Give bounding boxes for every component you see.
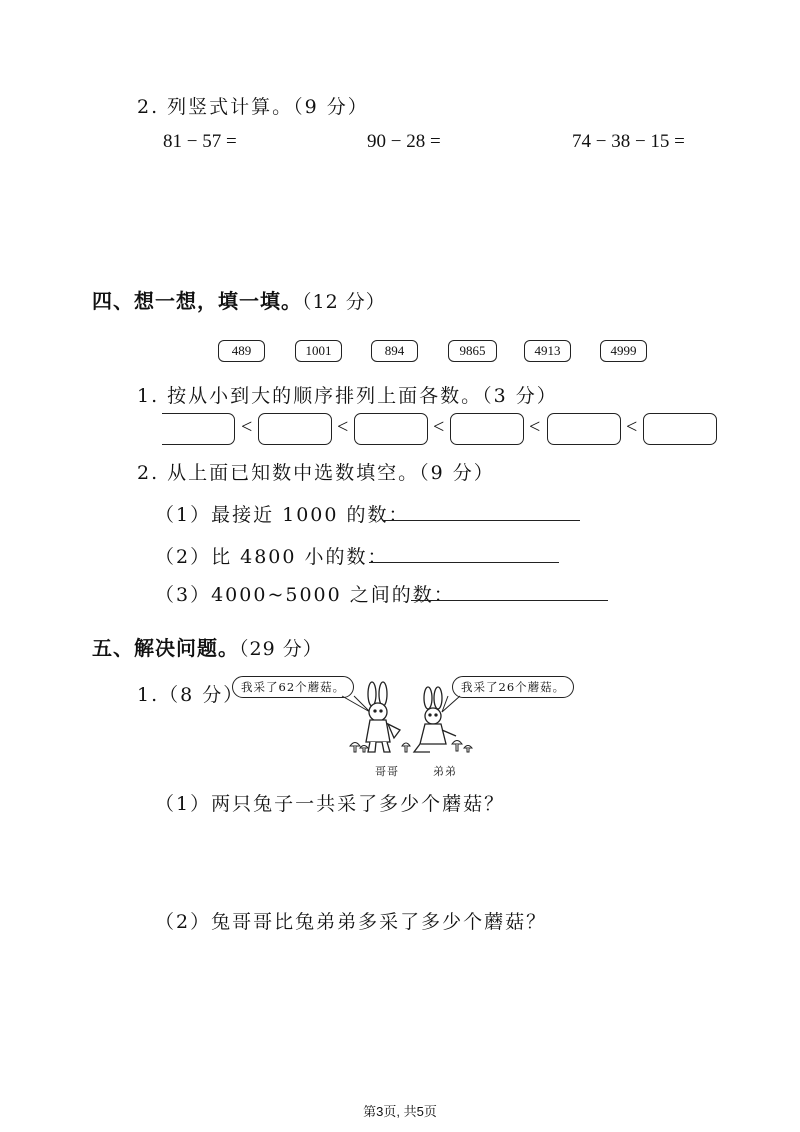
number-card-2: 1001	[295, 340, 342, 362]
answer-box-6[interactable]	[643, 413, 717, 445]
less-than-2: <	[337, 416, 349, 438]
speech-tail-left-icon	[342, 696, 370, 712]
answer-line-1[interactable]	[383, 520, 580, 521]
number-card-4: 9865	[448, 340, 497, 362]
section-5-q1-label: 1.（8 分）	[137, 684, 245, 706]
answer-line-2[interactable]	[369, 562, 559, 563]
answer-box-3[interactable]	[354, 413, 428, 445]
expression-2: 90 − 28 =	[367, 131, 441, 152]
answer-box-4[interactable]	[450, 413, 524, 445]
section-4-q2: 2. 从上面已知数中选数填空。（9 分）	[137, 462, 495, 484]
section-4-title: 四、想一想，填一填。	[92, 289, 302, 313]
fill-prompt-2: （2）比 4800 小的数：	[155, 546, 389, 568]
less-than-4: <	[529, 416, 541, 438]
speech-tail-right-icon	[442, 696, 460, 712]
number-card-1: 489	[218, 340, 265, 362]
speech-bubble-right: 我采了26个蘑菇。	[452, 676, 574, 698]
section-4-heading	[92, 285, 386, 314]
section-5-heading	[92, 632, 323, 661]
section-5-title: 五、解决问题。	[92, 636, 239, 660]
label-older-brother: 哥哥	[375, 765, 399, 778]
number-card-3: 894	[371, 340, 418, 362]
exercise-2-title: 2. 列竖式计算。（9 分）	[137, 96, 369, 118]
section-5-sub2: （2）兔哥哥比兔弟弟多采了多少个蘑菇？	[155, 911, 548, 933]
expression-1: 81 − 57 =	[163, 131, 237, 152]
number-card-6: 4999	[600, 340, 647, 362]
section-4-q1: 1. 按从小到大的顺序排列上面各数。（3 分）	[137, 385, 558, 407]
section-4-points: （12 分）	[302, 291, 386, 313]
fill-prompt-3: （3）4000~5000 之间的数：	[155, 584, 455, 606]
section-5-sub1: （1）两只兔子一共采了多少个蘑菇？	[155, 793, 506, 815]
big-rabbit-icon	[366, 682, 400, 752]
number-card-5: 4913	[524, 340, 571, 362]
answer-line-3[interactable]	[411, 600, 608, 601]
less-than-1: <	[241, 416, 253, 438]
speech-bubble-left: 我采了62个蘑菇。	[232, 676, 354, 698]
small-rabbit-icon	[414, 687, 456, 752]
answer-box-1[interactable]	[162, 413, 235, 445]
expression-3: 74 − 38 − 15 =	[572, 131, 685, 152]
answer-box-2[interactable]	[258, 413, 332, 445]
rabbits-illustration	[330, 680, 480, 760]
label-younger-brother: 弟弟	[433, 765, 457, 778]
answer-box-5[interactable]	[547, 413, 621, 445]
less-than-5: <	[626, 416, 638, 438]
fill-prompt-1: （1）最接近 1000 的数：	[155, 504, 410, 526]
page-footer: 第3页, 共5页	[363, 1104, 437, 1119]
section-5-points: （29 分）	[239, 638, 323, 660]
less-than-3: <	[433, 416, 445, 438]
